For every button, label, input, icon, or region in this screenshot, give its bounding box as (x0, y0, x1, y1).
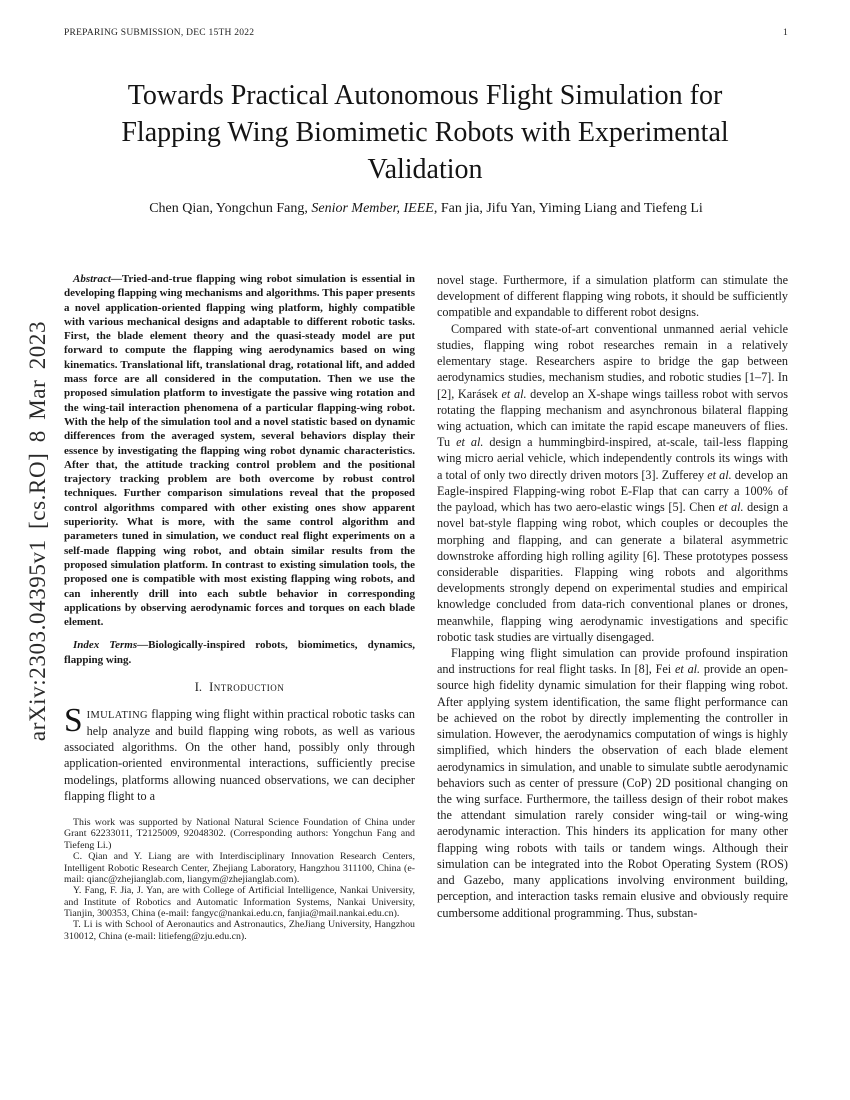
abstract-paragraph: Abstract—Tried-and-true flapping wing robot simulation is essential in developing flapping wing mechanisms and algorithms. This paper presents a novel application-oriented flapping wing platform, highly compatible with various mechanical designs and adaptable to different robotic tasks. First, the blade element theory and the quasi-steady model are put forward to compute the flapping wing aerodynamics based on wing kinematics. Translational lift, translational drag, rotational lift, and added mass force are all considered in the computation. Then we use the proposed simulation platform to investigate the passive wing rotation and the wing-tail interaction phenomena of a particular flapping-wing robot. With the help of the simulation tool and a novel statistic based on dynamic differences from the averaged system, several behaviors display their essence by investigating the flapping wing robot dynamic characteristics. After that, the attitude tracking control problem and the positional trajectory tracking problem are both overcome by robust control techniques. Further comparison simulations reveal that the proposed control algorithms compared with other existing ones show apparent superiority. What is more, with the same control algorithm and parameters tuned in simulation, we conduct real flight experiments on a self-made flapping wing robot, and obtain similar results from the proposed simulation platform. In contrast to existing simulation tools, the proposed one is compatible with most existing flapping wing robots, and can inherently drill into each subtle behavior in corresponding applications by observing aerodynamic forces and torques on each blade element. (64, 273, 415, 629)
intro-first-word: IMULATING (86, 710, 148, 722)
footnote-item: Y. Fang, F. Jia, J. Yan, are with College of Artificial Intelligence, Nankai University, and Institute of Robotics and Automatic Information Systems, Nankai University, Tianjin, 300353, China (e-mail: fangyc@nankai.edu.cn, fanjia@mail.nankai.edu.cn). (64, 885, 415, 920)
right-column (437, 272, 788, 942)
footnote-item: C. Qian and Y. Liang are with Interdisciplinary Innovation Research Centers, Intelligent Robotic Research Center, Zhejiang Laboratory, Hangzhou 311100, China (e-mail: qianc@zhejianglab.com, liangym@zhejianglab.com). (64, 851, 415, 885)
paper-title: Towards Practical Autonomous Flight Simulation for Flapping Wing Biomimetic Robots with Experimental Validation (121, 80, 729, 185)
section-number: I. (194, 680, 203, 695)
section-title: Introduction (209, 680, 285, 695)
footnote-item: T. Li is with School of Aeronautics and Astronautics, ZheJiang University, Hangzhou 310012, China (e-mail: litiefeng@zju.edu.cn). (64, 919, 415, 942)
running-header (64, 28, 788, 38)
two-column-body (64, 272, 788, 942)
author-line: Chen Qian, Yongchun Fang, Senior Member, IEEE, Fan jia, Jifu Yan, Yiming Liang and Tiefeng Li (149, 201, 703, 216)
body-paragraph: novel stage. Furthermore, if a simulation platform can stimulate the development of different flapping wing robots, it should be sufficiently compatible and expandable to different robot designs. (437, 273, 788, 320)
left-column (64, 272, 415, 942)
body-paragraph: Compared with state-of-art conventional unmanned aerial vehicle studies, flapping wing robot researches remain in a relatively elementary stage. Researchers aspire to bridge the gap between aerodynamics studies, mechanism studies, and robotic studies [1–7]. In [2], Karásek et al. develop an X-shape wings tailless robot with servos rotating the flapping mechanism and asynchronous bilateral flapping wing actuation, which can imitate the rapid escape maneuvers of flies. Tu et al. design a hummingbird-inspired, at-scale, tail-less flapping wing micro aerial vehicle, which independently controls its wings with a total of only two directly driven motors [3]. Zufferey et al. develop an Eagle-inspired Flapping-wing robot E-Flap that can carry a 100% of the payload, which has two aero-elastic wings [5]. Chen et al. design a novel bat-style flapping wing robot, which couples or decouples the morphing and flapping, and can generate a bilateral asymmetric downstroke affording high rolling agility [6]. These prototypes possess considerable disparities. Flapping wing robots and algorithms developments strongly depend on experimental studies and empirical knowledge concluded from data-rich conventional planes or drones, meanwhile, flapping wing aerodynamic investigations and specific robotic task studies are virtually disengaged. (437, 321, 788, 644)
index-terms-paragraph: Index Terms—Biologically-inspired robots, biomimetics, dynamics, flapping wing. (64, 639, 415, 666)
drop-cap: S (64, 702, 83, 740)
footnote-block (64, 817, 415, 942)
running-header-text: PREPARING SUBMISSION, DEC 15TH 2022 (64, 28, 255, 38)
page-number: 1 (783, 28, 788, 38)
section-heading (64, 680, 415, 695)
intro-paragraph (64, 702, 415, 804)
intro-text: flapping wing flight within practical robotic tasks can help analyze and build flapping wing robots, as well as various associated algorithms. On the other hand, possibly only through application-oriented environmental interactions, sufficiently precise modelings, platforms allowing nuanced observations, we can decipher flapping flight to a (64, 707, 415, 803)
body-paragraph: Flapping wing flight simulation can provide profound inspiration and instructions for real flight tasks. In [8], Fei et al. provide an open-source high fidelity dynamic simulation for their flapping wing robot. After applying system identification, the same flight performance can be achieved on the robot by directly implementing the controller in simulation. However, the aerodynamics computation of wings is highly simplified, which hinders the observation of each blade element aerodynamics in simulation, and unable to simulate subtle aerodynamic behaviors such as center of pressure (CoP) 2D positional changing on the wing surface. Furthermore, the tailless design of their robot makes the attendant simulation rarely consider wing-tail or wing-wing aerodynamic interaction. This hinders its application for many other flapping wing robots with tails or tandem wings. Although their simulation can be integrated into the Robot Operating System (ROS) and Gazebo, many applications involving environment building, perception, and interaction tasks remain elusive and obviously require cumbersome additional programming. Thus, substan- (437, 646, 788, 920)
footnote-item: This work was supported by National Natural Science Foundation of China under Grant 62233011, T2125009, 92048302. (Corresponding authors: Yongchun Fang and Tiefeng Li.) (64, 816, 415, 851)
arxiv-watermark: arXiv:2303.04395v1 [cs.RO] 8 Mar 2023 (25, 320, 50, 742)
